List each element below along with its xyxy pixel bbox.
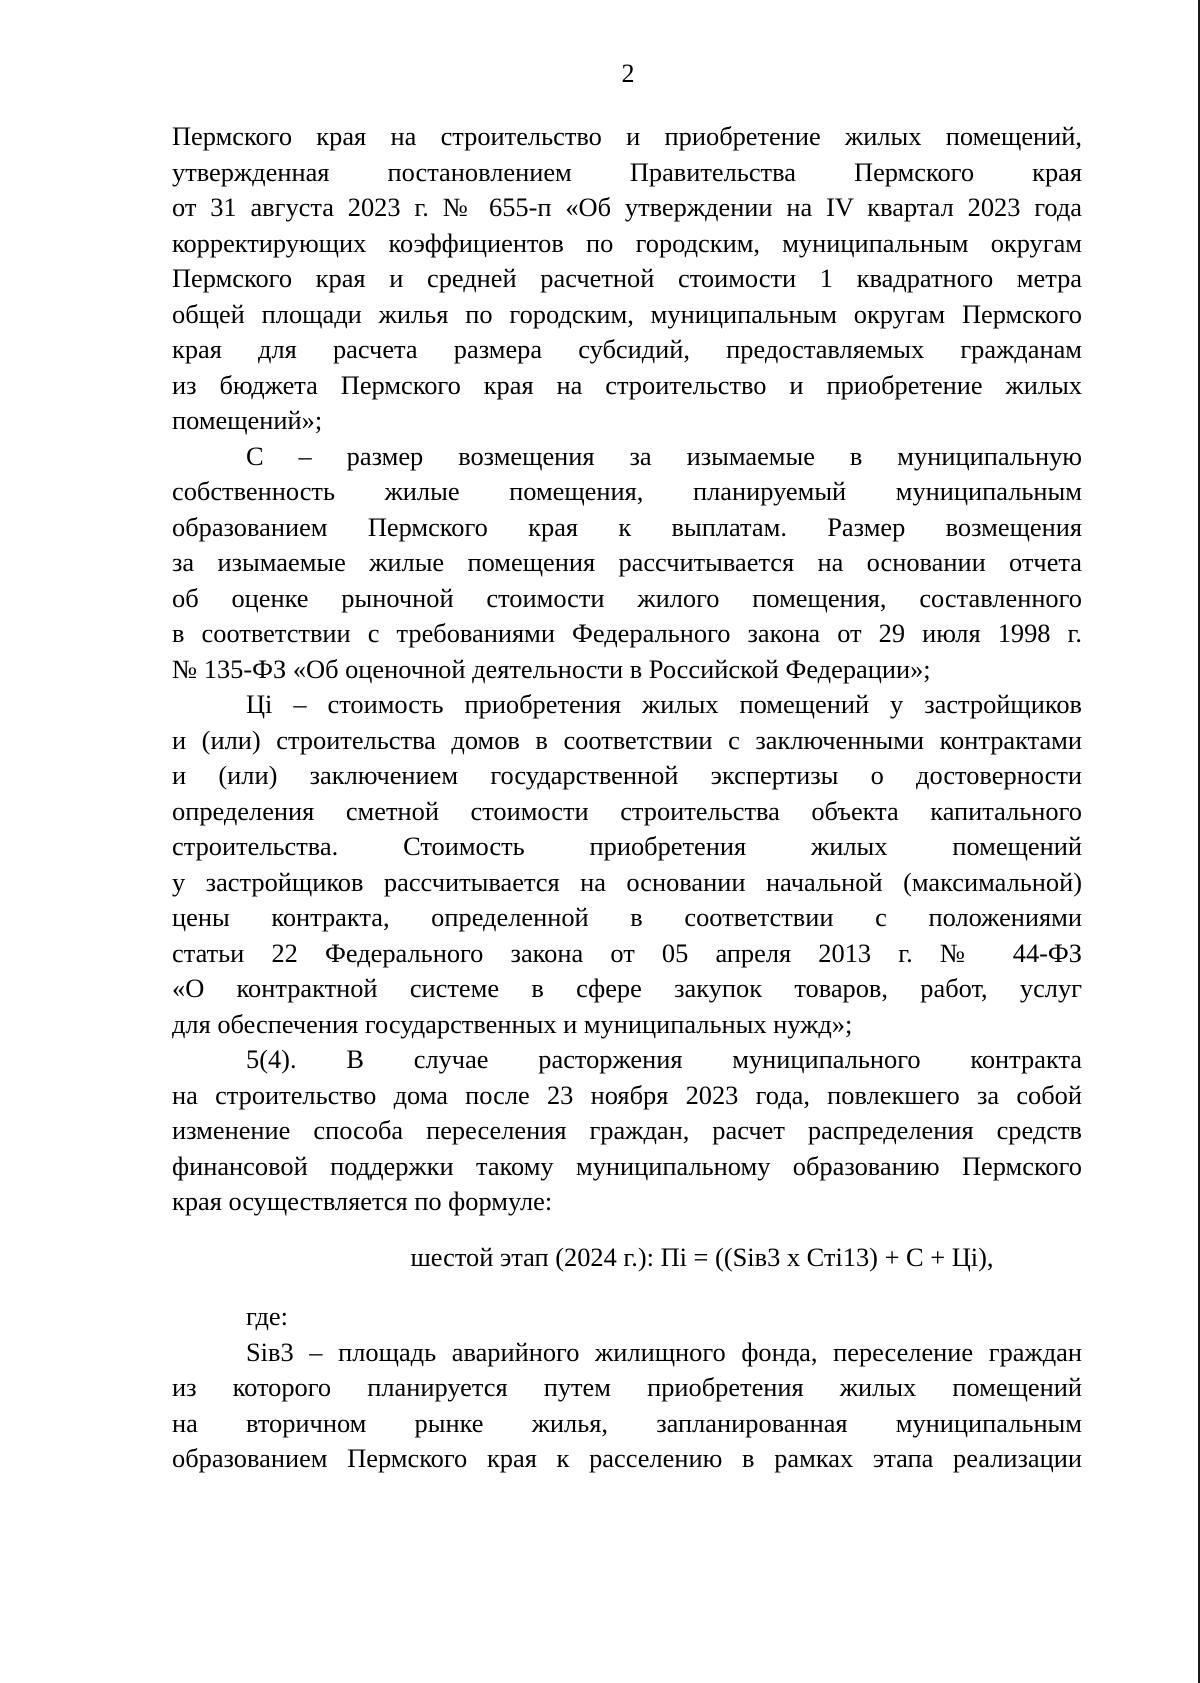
text-line: и (или) строительства домов в соответствии с заключенными контрактами <box>172 724 1082 755</box>
text-line: С – размер возмещения за изымаемые в муниципальную <box>246 440 1082 471</box>
text-line: Пермского края на строительство и приобретение жилых помещений, <box>172 121 1082 151</box>
text-line: на строительство дома после 23 ноября 2023 года, повлекшего за собой <box>172 1079 1082 1110</box>
text-line: из бюджета Пермского края на строительство и приобретение жилых <box>172 369 1082 400</box>
text-line: за изымаемые жилые помещения рассчитывается на основании отчета <box>172 547 1082 577</box>
text-line: на вторичном рынке жилья, запланированная муниципальным <box>172 1407 1082 1438</box>
text-line: общей площади жилья по городским, муниципальным округам Пермского <box>172 298 1082 329</box>
text-line: утвержденная постановлением Правительства Пермского края <box>172 156 1082 187</box>
text-line: Пермского края и средней расчетной стоимости 1 квадратного метра <box>172 263 1082 293</box>
paragraph-definition-ci <box>172 687 1082 1042</box>
text-line: изменение способа переселения граждан, расчет распределения средств <box>172 1115 1082 1145</box>
paragraph-definition-siv3 <box>172 1335 1082 1477</box>
formula: шестой этап (2024 г.): Пi = ((Siв3 х Стi13) + С + Цi), <box>410 1241 994 1272</box>
text-line: цены контракта, определенной в соответствии с положениями <box>172 902 1082 932</box>
text-line: из которого планируется путем приобретения жилых помещений <box>172 1372 1082 1402</box>
text-line: Siв3 – площадь аварийного жилищного фонда, переселение граждан <box>246 1336 1082 1367</box>
text-line: статьи 22 Федерального закона от 05 апреля 2013 г. № 44-ФЗ <box>172 937 1082 968</box>
where-label: где: <box>246 1301 288 1331</box>
text-line: помещений»; <box>172 405 323 435</box>
text-line: определения сметной стоимости строительства объекта капитального <box>172 795 1082 826</box>
text-line: в соответствии с требованиями Федерального закона от 29 июля 1998 г. <box>172 618 1082 648</box>
paragraph-definition-c <box>172 439 1082 688</box>
text-line: № 135-ФЗ «Об оценочной деятельности в Российской Федерации»; <box>172 653 931 684</box>
text-line: образованием Пермского края к выплатам. Размер возмещения <box>172 511 1082 542</box>
text-line: у застройщиков рассчитывается на основании начальной (максимальной) <box>172 866 1082 897</box>
text-line: собственность жилые помещения, планируемый муниципальным <box>172 476 1082 506</box>
text-line: корректирующих коэффициентов по городским, муниципальным округам <box>172 227 1082 258</box>
paragraph-clause-5-4 <box>172 1042 1082 1220</box>
text-line: «О контрактной системе в сфере закупок товаров, работ, услуг <box>172 973 1082 1003</box>
text-line: финансовой поддержки такому муниципальному образованию Пермского <box>172 1150 1082 1181</box>
text-line: Цi – стоимость приобретения жилых помещений у застройщиков <box>246 689 1082 719</box>
page-number: 2 <box>621 59 635 88</box>
text-line: строительства. Стоимость приобретения жилых помещений <box>172 831 1082 861</box>
text-line: для обеспечения государственных и муниципальных нужд»; <box>172 1008 853 1039</box>
text-line: 5(4). В случае расторжения муниципального контракта <box>246 1044 1082 1074</box>
text-line: края для расчета размера субсидий, предоставляемых гражданам <box>172 334 1082 364</box>
text-line: образованием Пермского края к расселению в рамках этапа реализации <box>172 1443 1082 1473</box>
document-body <box>172 119 1082 1477</box>
paragraph-continuation <box>172 119 1082 439</box>
text-line: и (или) заключением государственной экспертизы о достоверности <box>172 760 1082 790</box>
text-line: об оценке рыночной стоимости жилого помещения, составленного <box>172 582 1082 613</box>
text-line: края осуществляется по формуле: <box>172 1186 553 1216</box>
text-line: от 31 августа 2023 г. № 655-п «Об утверждении на IV квартал 2023 года <box>172 192 1082 222</box>
